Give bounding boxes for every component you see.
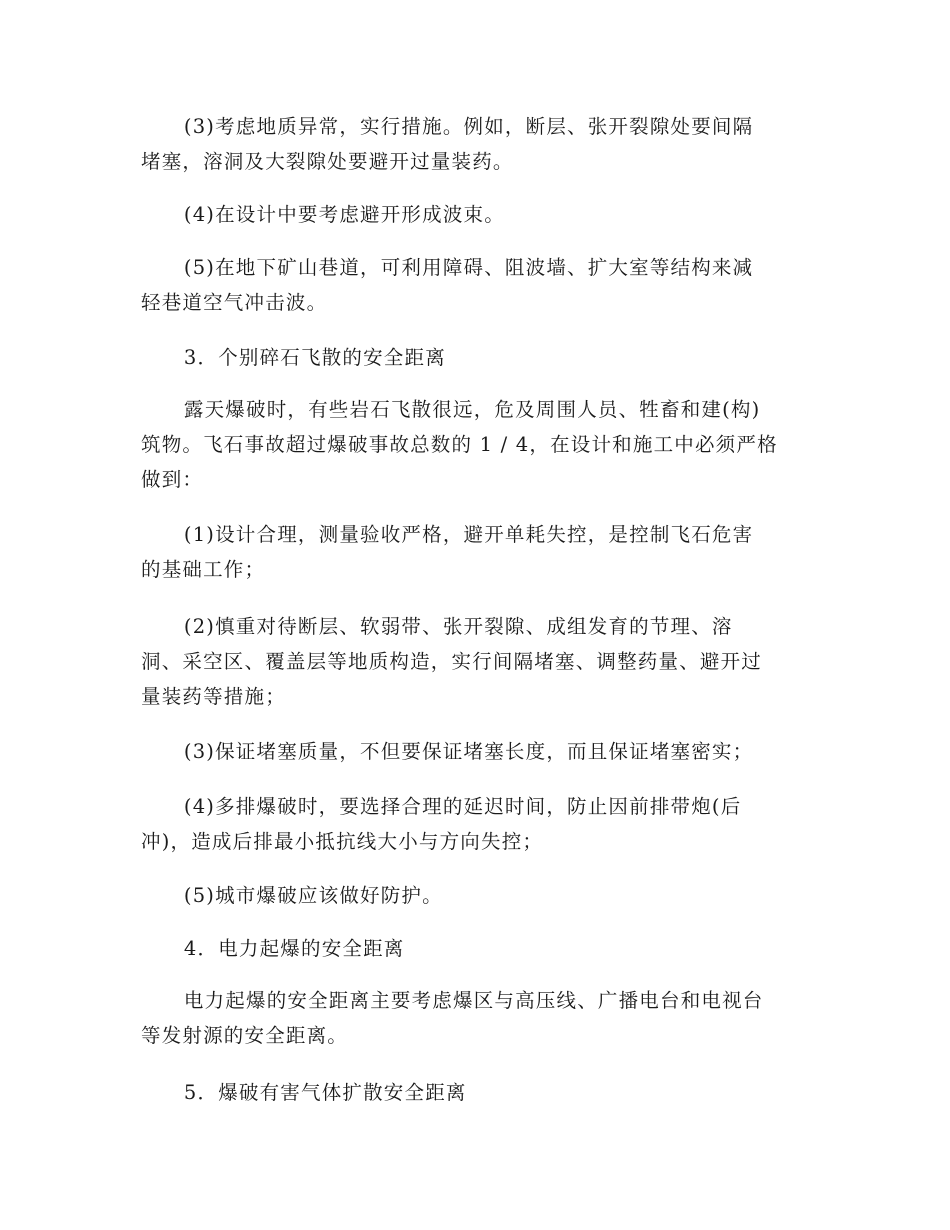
text-line: 堵塞，溶洞及大裂隙处要避开过量装药。 xyxy=(141,150,514,173)
paragraph-geologic-structures xyxy=(141,609,809,714)
paragraph-stemming-quality xyxy=(141,734,809,769)
text-line: (2)慎重对待断层、软弱带、张开裂隙、成组发育的节理、溶 xyxy=(183,615,733,638)
text-line: (4)多排爆破时，要选择合理的延迟时间，防止因前排带炮(后 xyxy=(183,795,742,818)
text-line: (5)城市爆破应该做好防护。 xyxy=(183,884,443,907)
paragraph-urban-protection xyxy=(141,878,809,913)
text-line: 做到： xyxy=(141,468,204,491)
paragraph-underground-tunnel xyxy=(141,250,809,320)
paragraph-geologic-anomaly xyxy=(141,109,809,179)
text-line: 的基础工作； xyxy=(141,558,266,581)
heading-text: 3．个别碎石飞散的安全距离 xyxy=(183,346,446,369)
section-heading-electric-initiation xyxy=(141,931,809,966)
paragraph-open-pit-flyrock xyxy=(141,392,809,497)
text-line: 露天爆破时，有些岩石飞散很远，危及周围人员、牲畜和建(构) xyxy=(183,398,761,421)
section-heading-flyrock xyxy=(141,340,809,375)
text-line: (5)在地下矿山巷道，可利用障碍、阻波墙、扩大室等结构来减 xyxy=(183,256,754,279)
text-line: (1)设计合理，测量验收严格，避开单耗失控，是控制飞石危害 xyxy=(183,523,754,546)
paragraph-electric-safety-distance xyxy=(141,983,809,1053)
heading-text: 5．爆破有害气体扩散安全距离 xyxy=(183,1081,467,1104)
paragraph-avoid-wave-beam xyxy=(141,197,809,232)
paragraph-design-reasonable xyxy=(141,517,809,587)
paragraph-multi-row-delay xyxy=(141,789,809,859)
text-line: 冲)，造成后排最小抵抗线大小与方向失控； xyxy=(141,830,544,853)
text-line: (3)保证堵塞质量，不但要保证堵塞长度，而且保证堵塞密实； xyxy=(183,740,754,763)
section-heading-toxic-gas xyxy=(141,1075,809,1110)
text-line: 筑物。飞石事故超过爆破事故总数的 1 / 4，在设计和施工中必须严格 xyxy=(141,433,778,456)
text-line: 轻巷道空气冲击波。 xyxy=(141,291,328,314)
text-line: 电力起爆的安全距离主要考虑爆区与高压线、广播电台和电视台 xyxy=(183,989,764,1012)
text-line: 等发射源的安全距离。 xyxy=(141,1024,349,1047)
text-line: 量装药等措施； xyxy=(141,685,286,708)
text-line: (3)考虑地质异常，实行措施。例如，断层、张开裂隙处要间隔 xyxy=(183,115,754,138)
heading-text: 4．电力起爆的安全距离 xyxy=(183,937,405,960)
text-line: 洞、采空区、覆盖层等地质构造，实行间隔堵塞、调整药量、避开过 xyxy=(141,650,763,673)
text-line: (4)在设计中要考虑避开形成波束。 xyxy=(183,203,505,226)
